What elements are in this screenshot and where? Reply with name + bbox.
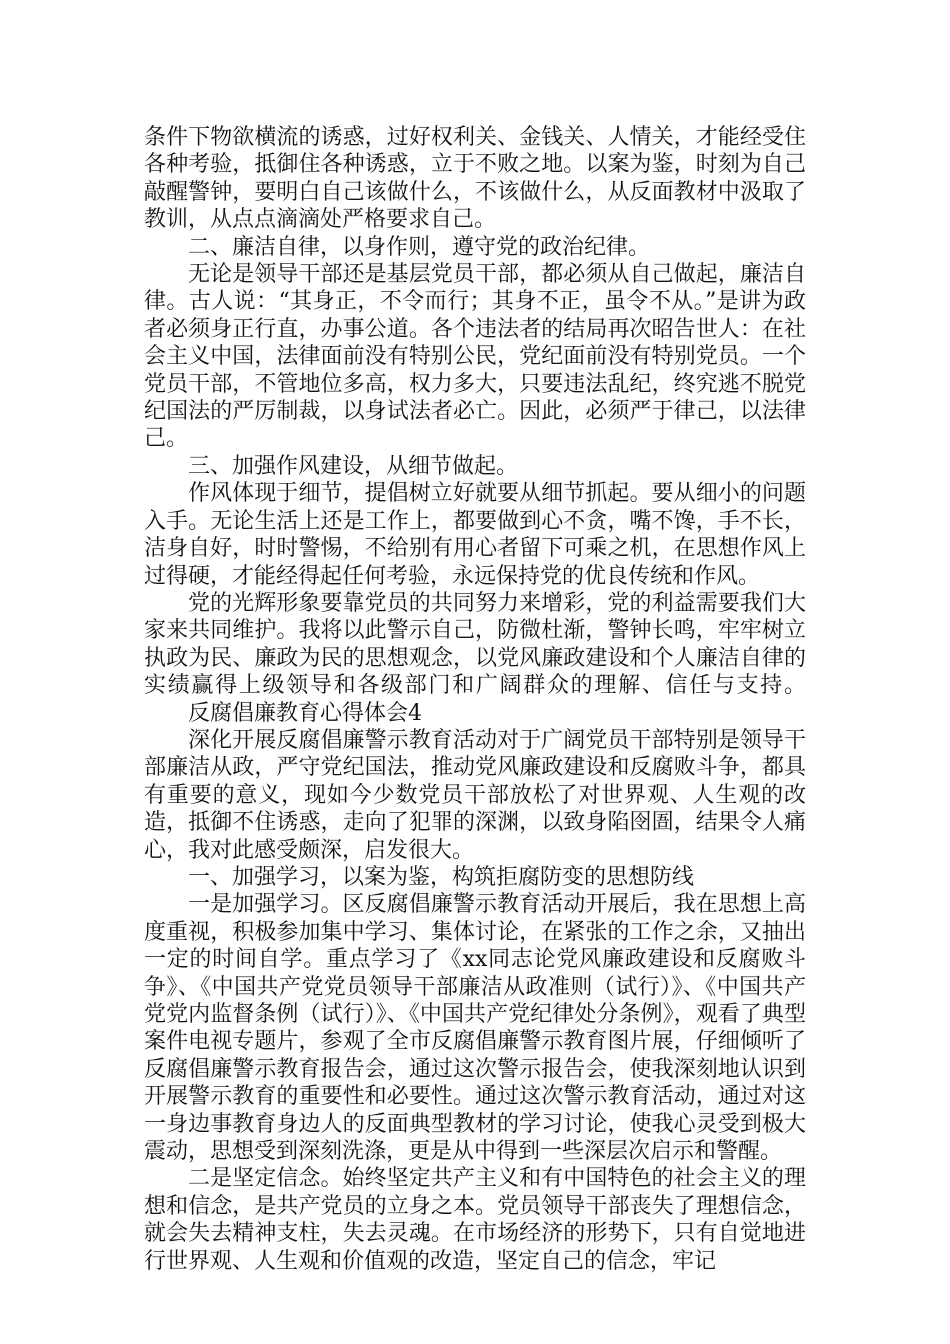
paragraph: 一是加强学习。区反腐倡廉警示教育活动开展后，我在思想上高度重视，积极参加集中学习、集体讨论，在紧张的工作之余，又抽出一定的时间自学。重点学习了《xx同志论党风廉政建设和反腐败斗争》、《中国共产党党员领导干部廉洁从政准则（试行）》、《中国共产党党内监督条例（试行）》、《中国共产党纪律处分条例》，观看了典型案件电视专题片，参观了全市反腐倡廉警示教育图片展，仔细倾听了反腐倡廉警示教育报告会，通过这次警示报告会，使我深刻地认识到开展警示教育的重要性和必要性。通过这次警示教育活动，通过对这一身边事教育身边人的反面典型教材的学习讨论，使我心灵受到极大震动，思想受到深刻洗涤，更是从中得到一些深层次启示和警醒。 — [144, 892, 806, 1165]
paragraph: 无论是领导干部还是基层党员干部，都必须从自己做起，廉洁自律。古人说：“其身正，不令而行；其身不正，虽令不从。”是讲为政者必须身正行直，办事公道。各个违法者的结局再次昭告世人：在社会主义中国，法律面前没有特别公民，党纪面前没有特别党员。一个党员干部，不管地位多高，权力多大，只要违法乱纪，终究逃不脱党纪国法的严厉制裁，以身试法者必亡。因此，必须严于律己，以法律己。 — [144, 262, 806, 452]
paragraph-with-inline-heading — [144, 590, 806, 727]
section-heading: 一、加强学习，以案为鉴，构筑拒腐防变的思想防线 — [188, 864, 695, 890]
section-heading: 三、加强作风建设，从细节做起。 — [188, 453, 519, 479]
paragraph: 条件下物欲横流的诱惑，过好权利关、金钱关、人情关，才能经受住各种考验，抵御住各种诱惑，立于不败之地。以案为鉴，时刻为自己敲醒警钟，要明白自己该做什么，不该做什么，从反面教材中汲取了教训，从点点滴滴处严格要求自己。 — [144, 125, 806, 233]
section-heading: 二、廉洁自律，以身作则，遵守党的政治纪律。 — [188, 234, 651, 260]
paragraph: 作风体现于细节，提倡树立好就要从细节抓起。要从细小的问题入手。无论生活上还是工作上，都要做到心不贪，嘴不馋，手不长，洁身自好，时时警惕，不给别有用心者留下可乘之机，在思想作风上过得硬，才能经得起任何考验，永远保持党的优良传统和作风。 — [144, 481, 806, 589]
paragraph: 二是坚定信念。始终坚定共产主义和有中国特色的社会主义的理想和信念，是共产党员的立身之本。党员领导干部丧失了理想信念，就会失去精神支柱，失去灵魂。在市场经济的形势下，只有自觉地进行世界观、人生观和价值观的改造，坚定自己的信念，牢记 — [144, 1166, 806, 1274]
document-title: 反腐倡廉教育心得体会4 — [188, 700, 422, 726]
paragraph-text: 党的光辉形象要靠党员的共同努力来增彩，党的利益需要我们大家来共同维护。我将以此警示自己，防微杜渐，警钟长鸣，牢牢树立执政为民、廉政为民的思想观念，以党风廉政建设和个人廉洁自律的实绩赢得上级领导和各级部门和广阔群众的理解、信任与支持。 — [144, 590, 806, 699]
document-body — [144, 124, 806, 1275]
paragraph: 深化开展反腐倡廉警示教育活动对于广阔党员干部特别是领导干部廉洁从政，严守党纪国法，推动党风廉政建设和反腐败斗争，都具有重要的意义，现如今少数党员干部放松了对世界观、人生观的改造，抵御不住诱惑，走向了犯罪的深渊，以致身陷囹圄，结果令人痛心，我对此感受颇深，启发很大。 — [144, 727, 806, 863]
